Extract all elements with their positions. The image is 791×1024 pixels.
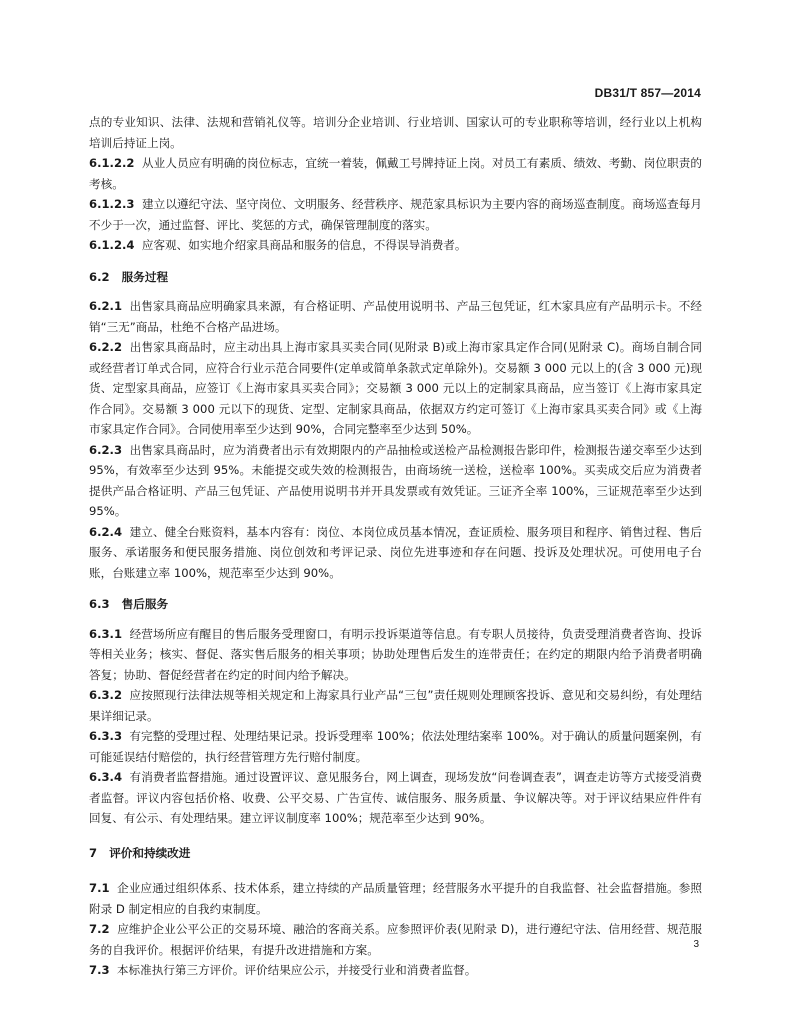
clause-text: 出售家具商品时，应为消费者出示有效期限内的产品抽检或送检产品检测报告影印件，检测报告递交率至少达到 95%，有效率至少达到 95%。未能提交或失效的检测报告，由商场统一送检，送检率 100%。买卖成交后应为消费者提供产品合格证明、产品三包凭证、产品使用说明书并开具发票或有效凭证。三证齐全率 100%，三证规范率至少达到 95%。 — [89, 442, 702, 518]
clause-7-1 — [89, 878, 702, 919]
clause-6-3-3 — [89, 726, 702, 767]
section-title: 服务过程 — [121, 269, 169, 284]
clause-number: 6.3.3 — [89, 729, 123, 743]
clause-text: 从业人员应有明确的岗位标志，宜统一着装，佩戴工号牌持证上岗。对员工有素质、绩效、考勤、岗位职责的考核。 — [89, 156, 702, 191]
clause-6-3-1 — [89, 624, 702, 686]
clause-number: 6.2.2 — [89, 340, 123, 354]
page-number: 3 — [693, 939, 699, 950]
clause-text: 经营场所应有醒目的售后服务受理窗口，有明示投诉渠道等信息。有专职人员接待，负责受理消费者咨询、投诉等相关业务；核实、督促、落实售后服务的相关事项；协助处理售后发生的连带责任；在约定的期限内给予消费者明确答复；协助、督促经营者在约定的时间内给予解决。 — [89, 626, 702, 682]
clause-6-1-2-3 — [89, 194, 702, 235]
paragraph-6-1-2-1-continued — [89, 112, 702, 153]
clause-7-3 — [89, 960, 702, 981]
clause-6-2-4 — [89, 522, 702, 584]
clause-number: 6.1.2.3 — [89, 197, 135, 211]
clause-6-3-4 — [89, 767, 702, 829]
document-body — [89, 112, 702, 981]
clause-number: 6.2.4 — [89, 524, 123, 539]
clause-text: 出售家具商品应明确家具来源，有合格证明、产品使用说明书、产品三包凭证，红木家具应有产品明示卡。不经销“三无”商品，杜绝不合格产品进场。 — [89, 299, 702, 334]
clause-text: 应客观、如实地介绍家具商品和服务的信息，不得误导消费者。 — [141, 238, 467, 252]
clause-7-2 — [89, 919, 702, 960]
clause-text: 出售家具商品时，应主动出具上海市家具买卖合同(见附录 B)或上海市家具定作合同(见附录 C)。商场自制合同或经营者订单式合同，应符合行业示范合同要件(定单或简单条款式定单除外)。交易额 3 000 元以上的(含 3 000 元)现货、定型家具商品，应签订《上海市家具买卖合同》；交易额 3 000 元以上的定制家具商品，应当签订《上海市家具定作合同》。交易额 3 000 元以下的现货、定型、定制家具商品，依据双方约定可签订《上海市家具买卖合同》或《上海市家具定作合同》。合同使用率至少达到 90%，合同完整率至少达到 50%。 — [89, 340, 702, 436]
clause-number: 6.1.2.2 — [89, 156, 135, 170]
clause-6-2-2 — [89, 337, 702, 440]
clause-text: 应按照现行法律法规等相关规定和上海家具行业产品“三包”责任规则处理顾客投诉、意见和交易纠纷，有处理结果详细记录。 — [89, 688, 702, 723]
clause-number: 6.3.2 — [89, 688, 123, 702]
section-heading-6-2 — [89, 267, 702, 288]
section-title: 售后服务 — [121, 597, 169, 611]
section-heading-6-3 — [89, 594, 702, 615]
clause-6-1-2-2 — [89, 153, 702, 194]
clause-number: 6.2.1 — [89, 299, 123, 313]
section-title: 评价和持续改进 — [109, 845, 191, 860]
clause-6-2-1 — [89, 296, 702, 337]
clause-text: 有完整的受理过程、处理结果记录。投诉受理率 100%；依法处理结案率 100%。对于确认的质量问题案例，有可能延误结付赔偿的，执行经营管理方先行赔付制度。 — [89, 729, 702, 764]
clause-text: 建立以遵纪守法、坚守岗位、文明服务、经营秩序、规范家具标识为主要内容的商场巡查制度。商场巡查每月不少于一次，通过监督、评比、奖惩的方式，确保管理制度的落实。 — [89, 197, 702, 232]
section-number: 7 — [89, 845, 98, 860]
clause-text: 企业应通过组织体系、技术体系，建立持续的产品质量管理；经营服务水平提升的自我监督、社会监督措施。参照附录 D 制定相应的自我约束制度。 — [89, 881, 702, 916]
section-number: 6.3 — [89, 597, 110, 611]
clause-text: 本标准执行第三方评价。评价结果应公示，并接受行业和消费者监督。 — [116, 963, 477, 977]
clause-text: 应维护企业公平公正的交易环境、融洽的客商关系。应参照评价表(见附录 D)，进行遵纪守法、信用经营、规范服务的自我评价。根据评价结果，有提升改进措施和方案。 — [89, 922, 702, 957]
clause-number: 6.3.1 — [89, 626, 123, 641]
clause-6-3-2 — [89, 685, 702, 726]
clause-number: 7.1 — [89, 881, 110, 895]
clause-number: 7.2 — [89, 922, 110, 936]
clause-text: 建立、健全台账资料，基本内容有：岗位、本岗位成员基本情况，查证质检、服务项目和程序、销售过程、售后服务、承诺服务和便民服务措施、岗位创效和考评记录、岗位先进事迹和存在问题、投诉及处理状况。可使用电子台账，台账建立率 100%，规范率至少达到 90%。 — [89, 524, 702, 580]
clause-6-2-3 — [89, 440, 702, 522]
clause-number: 6.1.2.4 — [89, 238, 135, 252]
clause-number: 6.3.4 — [89, 770, 123, 784]
paragraph-text: 点的专业知识、法律、法规和营销礼仪等。培训分企业培训、行业培训、国家认可的专业职称等培训，经行业以上机构培训后持证上岗。 — [89, 115, 702, 150]
section-number: 6.2 — [89, 269, 110, 284]
clause-number: 6.2.3 — [89, 442, 123, 457]
section-heading-7 — [89, 843, 702, 864]
clause-6-1-2-4 — [89, 235, 702, 256]
clause-number: 7.3 — [89, 963, 110, 977]
clause-text: 有消费者监督措施。通过设置评议、意见服务台，网上调查，现场发放“问卷调查表”，调查走访等方式接受消费者监督。评议内容包括价格、收费、公平交易、广告宣传、诚信服务、服务质量、争议解决等。对于评议结果应件件有回复、有公示、有处理结果。建立评议制度率 100%；规范率至少达到 90%。 — [89, 770, 702, 825]
standard-code: DB31/T 857—2014 — [594, 86, 701, 100]
